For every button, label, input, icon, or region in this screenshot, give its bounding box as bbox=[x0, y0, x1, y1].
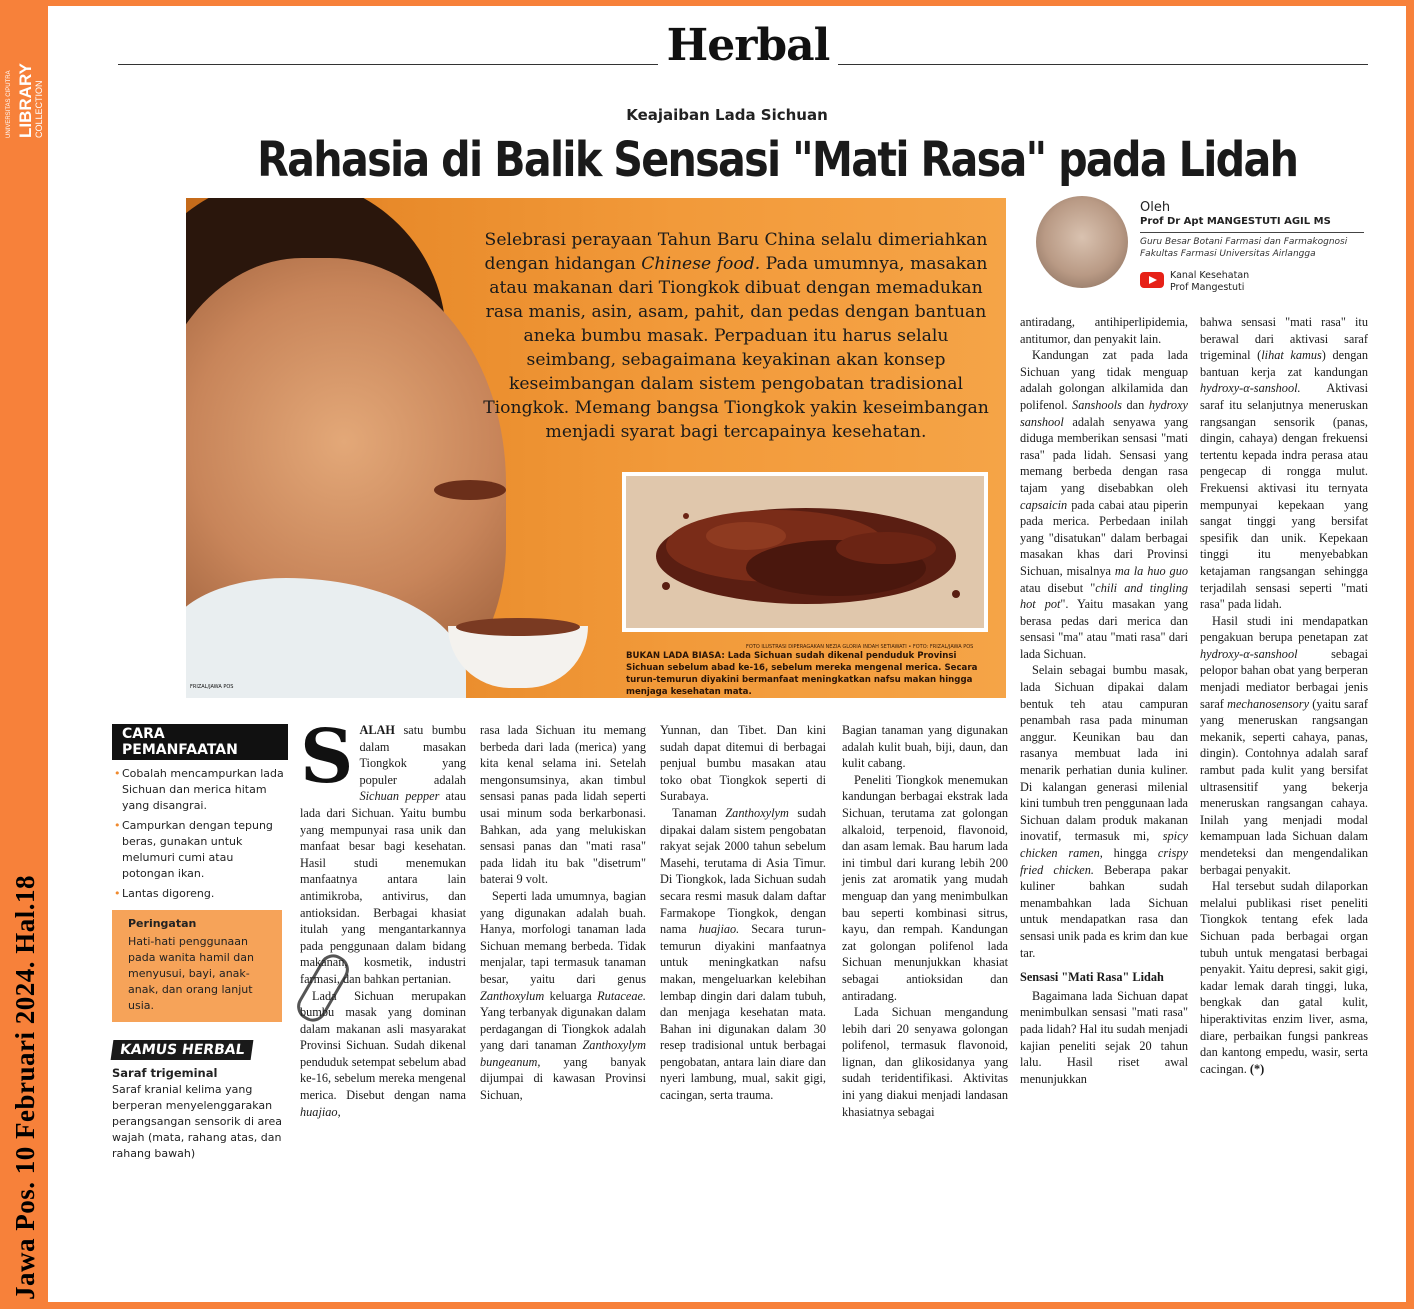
kamus-herbal-heading: KAMUS HERBAL bbox=[111, 1040, 254, 1060]
author-divider bbox=[1140, 232, 1364, 233]
author-avatar bbox=[1036, 196, 1128, 288]
library-tag-collection: COLLECTION bbox=[34, 80, 44, 138]
article-column-3: Yunnan, dan Tibet. Dan kini sudah dapat ditemui di berbagai penjual bumbu masakan atau toko obat Tiongkok seperti di Surabaya. Tanaman Zanthoxylym sudah dipakai dalam sistem pengobatan rakyat sejak 2000 tahun sebelum Masehi, terutama di Asia Timur. Di Tiongkok, lada Sichuan sudah secara resmi masuk dalam daftar Farmakope Tiongkok, dengan nama huajiao. Secara turun-temurun diyakini manfaatnya untuk meningkatkan nafsu makan, mengeluarkan kelebihan lembap dingin dari dalam tubuh, dan menjaga kesehatan mata. Bahan ini digunakan dalam 30 resep tradisional untuk berbagai pengobatan, antara lain diare dan nyeri lambung, mual, sakit gigi, cacingan, serta trauma. bbox=[660, 723, 827, 1103]
cara-pemanfaatan-heading: CARA PEMANFAATAN bbox=[112, 724, 288, 760]
library-tag-library: LIBRARY bbox=[16, 63, 35, 138]
spoon-shape bbox=[434, 480, 506, 500]
warning-box bbox=[112, 910, 282, 1022]
author-oleh: Oleh bbox=[1140, 200, 1171, 215]
headline: Rahasia di Balik Sensasi "Mati Rasa" pada Lidah bbox=[257, 132, 1298, 188]
drop-cap: S bbox=[300, 714, 354, 800]
cara-list bbox=[112, 766, 288, 902]
kamus-term: Saraf trigeminal bbox=[112, 1066, 218, 1080]
library-tag-university: UNIVERSITAS CIPUTRA bbox=[6, 70, 12, 138]
bowl-shape bbox=[448, 626, 588, 688]
author-name: Prof Dr Apt MANGESTUTI AGIL MS bbox=[1140, 216, 1331, 227]
article-column-4: Bagian tanaman yang digunakan adalah kulit buah, biji, daun, dan kulit cabang. Peneliti Tiongkok menemukan kandungan berbagai ekstrak lada Sichuan, terutama zat golongan alkaloid, terpenoid, flavonoid, dan asam lemak. Bau harum lada ini timbul dari kurang lebih 200 jenis zat aromatik yang mudah menguap dan yang menimbulkan bau seperti kombinasi sitrus, kayu, dan rempah. Kandungan zat golongan polifenol lada Sichuan menunjukkan khasiat sebagai antioksidan dan antiradang. Lada Sichuan mengandung lebih dari 20 senyawa golongan polifenol, termasuk flavonoid, lignan, dan glikosidanya yang sudah teridentifikasi. Aktivitas ini yang diakui menjadi landasan khasiatnya sebagai bbox=[842, 723, 1008, 1119]
article-column-6: bahwa sensasi "mati rasa" itu berawal dari aktivasi saraf trigeminal (lihat kamus) dengan bantuan kerja zat kandungan hydroxy-α-sanshool. Aktivasi saraf itu selanjutnya meneruskan rangsangan sensorik (panas, dingin, cahaya) dengan frekuensi tertentu kepada indra perasa atau pengecap di rongga mulut. Frekuensi aktivasi itu ternyata mempunyai kepekaan yang sangat tinggi yang bersifat spesifik dan unik. Kepekaan tinggi itu menyebabkan ketajaman rangsangan sehingga terjadilah sensasi seperti "mati rasa" pada lidah. Hasil studi ini mendapatkan pengakuan berupa penetapan zat hydroxy-α-sanshool sebagai pelopor bahan obat yang berperan menjadi mediator berbagai jenis saraf mechanosensory (yaitu saraf yang meneruskan rangsangan mekanik, seperti cahaya, panas, dingin). Contohnya adalah saraf rambut pada kulit yang bersifat ultrasensitif yang bekerja meneruskan rangsangan cahaya. Inilah yang menjadi modal kemampuan lada Sichuan dalam mendeteksi dan mengendalikan berbagai penyakit. Hal tersebut sudah dilaporkan melalui publikasi riset peneliti Tiongkok tentang efek lada Sichuan pada berbagai organ tubuh untuk mengatasi berbagai penyakit. Yaitu depresi, sakit gigi, kadar lemak darah tinggi, luka, bengkak dan gatal kulit, hiperaktivitas enzim liver, asma, diare, perbaikan fungsi pankreas dan kantong empedu, wasir, serta cacingan. (*) bbox=[1200, 315, 1368, 1076]
author-box bbox=[1036, 196, 1396, 306]
sidebar bbox=[112, 724, 288, 1162]
cara-item: • Lantas digoreng. bbox=[112, 886, 288, 902]
section-title: Herbal bbox=[666, 20, 830, 71]
cara-item: • Cobalah mencampurkan lada Sichuan dan merica hitam yang disangrai. bbox=[112, 766, 288, 814]
warning-text: Hati-hati penggunaan pada wanita hamil dan menyusui, bayi, anak-anak, dan orang lanjut usia. bbox=[128, 935, 254, 1012]
newspaper-page bbox=[48, 6, 1406, 1302]
photo-byline: FRIZAL/JAWA POS bbox=[190, 684, 234, 690]
sichuan-pepper-photo bbox=[622, 472, 988, 632]
section-rule-left bbox=[118, 64, 658, 65]
kamus-definition: Saraf kranial kelima yang berperan menyelenggarakan perangsangan sensorik di area wajah (mata, rahang atas, dan rahang bawah) bbox=[112, 1083, 283, 1160]
hero-illustration bbox=[186, 198, 1006, 698]
source-citation: Jawa Pos. 10 Februari 2024. Hal.18 bbox=[10, 875, 40, 1300]
section-rule-right bbox=[838, 64, 1368, 65]
author-channel: Kanal Kesehatan Prof Mangestuti bbox=[1170, 270, 1250, 293]
kicker: Keajaiban Lada Sichuan bbox=[626, 106, 828, 124]
article-column-5: antiradang, antihiperlipidemia, antitumor, dan penyakit lain. Kandungan zat pada lada Sichuan yang tidak menguap adalah golongan alkilamida dan polifenol. Sanshools dan hydroxy sanshool adalah senyawa yang diduga memberikan sensasi "mati rasa" pada lidah. Sensasi yang memang berbeda dengan rasa tajam yang disebabkan oleh capsaicin pada cabai atau piperin pada merica. Perbedaan inilah yang "disatukan" dalam berbagai masakan khas dari Provinsi Sichuan, misalnya ma la huo guo atau disebut "chili and tingling hot pot". Yaitu masakan yang berasa pedas dari merica dan sensasi "ma" atau "mati rasa" dari lada Sichuan. Selain sebagai bumbu masak, lada Sichuan dipakai dalam bentuk teh atau campuran penambah rasa pada minuman anggur. Keunikan bau dan rasanya membuat lada ini menarik perhatian dunia kuliner. Di kalangan generasi milenial kini tumbuh tren penggunaan lada Sichuan dalam produk makanan inovatif, termasuk mi, spicy chicken ramen, hingga crispy fried chicken. Beberapa pakar kuliner bahkan sudah menambahkan lada Sichuan untuk mendapatkan rasa dan sensasi unik pada es krim dan kue tar. Sensasi "Mati Rasa" Lidah Bagaimana lada Sichuan dapat menimbulkan sensasi "mati rasa" pada lidah? Hal itu sudah menjadi kajian peneliti sejak 20 tahun lalu. Hasil riset awal menunjukkan bbox=[1020, 315, 1189, 1086]
article-column-1: SALAH satu bumbu dalam masakan Tiongkok yang populer adalah Sichuan pepper atau lada dari Sichuan. Yaitu bumbu yang mempunyai rasa unik dan manfaat besar bagi kesehatan. Hasil studi menemukan manfaatnya antara lain antimikroba, antivirus, dan antioksidan. Berbagai khasiat itulah yang mengantarkannya pada penggunaan dalam bidang makanan, kosmetik, industri farmasi, dan bahkan pertanian. Lada Sichuan merupakan bumbu masak yang dominan dalam makanan asli masyarakat Provinsi Sichuan. Sudah dikenal penduduk setempat sebelum abad ke-16, sebelum mereka mengenal merica. Disebut dengan nama huajiao, bbox=[300, 714, 467, 1119]
library-collection-tag bbox=[4, 10, 44, 140]
article-signoff: (*) bbox=[1249, 1061, 1265, 1076]
youtube-icon bbox=[1140, 272, 1164, 288]
subheading: Sensasi "Mati Rasa" Lidah bbox=[1020, 970, 1164, 985]
photo-credit: FOTO ILUSTRASI DIPERAGAKAN NEZIA GLORIA INDAH SETIAWATI • FOTO: FRIZAL/JAWA POS bbox=[746, 644, 974, 650]
author-role: Guru Besar Botani Farmasi dan Farmakognosi Fakultas Farmasi Universitas Airlangga bbox=[1140, 237, 1348, 259]
lede-text: Selebrasi perayaan Tahun Baru China selalu dimeriahkan dengan hidangan Chinese food. Pada umumnya, masakan atau makanan dari Tiongkok dibuat dengan memadukan rasa manis, asin, asam, pahit, dan pedas dengan bantuan aneka bumbu masak. Perpaduan itu harus selalu seimbang, sebagaimana keyakinan akan konsep keseimbangan dalam sistem pengobatan tradisional Tiongkok. Memang bangsa Tiongkok yakin keseimbangan menjadi syarat bagi tercapainya kesehatan. bbox=[483, 230, 989, 442]
warning-title: Peringatan bbox=[128, 917, 197, 930]
photo-caption: BUKAN LADA BIASA: Lada Sichuan sudah dikenal penduduk Provinsi Sichuan sebelum abad ke-16, sebelum mereka mengenal merica. Secara turun-temurun diyakini bermanfaat meningkatkan nafsu makan hingga menjaga kesehatan mata. bbox=[626, 651, 978, 697]
article-column-2: rasa lada Sichuan itu memang berbeda dari lada (merica) yang kita kenal selama ini. Setelah mengonsumsinya, akan timbul sensasi panas pada lidah seperti usai minum soda berkarbonasi. Bahkan, ada yang melukiskan sensasi panas dan "mati rasa" pada lidah itu bak "disetrum" baterai 9 volt. Seperti lada umumnya, bagian yang digunakan adalah buah. Hanya, morfologi tanaman lada Sichuan memang berbeda. Tidak menjalar, tapi termasuk tanaman besar, yaitu dari genus Zanthoxylum keluarga Rutaceae. Yang terbanyak digunakan dalam perdagangan di Tiongkok adalah yang dari tanaman Zanthoxylym bungeanum, yang banyak dijumpai di kawasan Provinsi Sichuan, bbox=[480, 723, 646, 1103]
cara-item: • Campurkan dengan tepung beras, gunakan untuk melumuri cumi atau potongan ikan. bbox=[112, 818, 288, 882]
